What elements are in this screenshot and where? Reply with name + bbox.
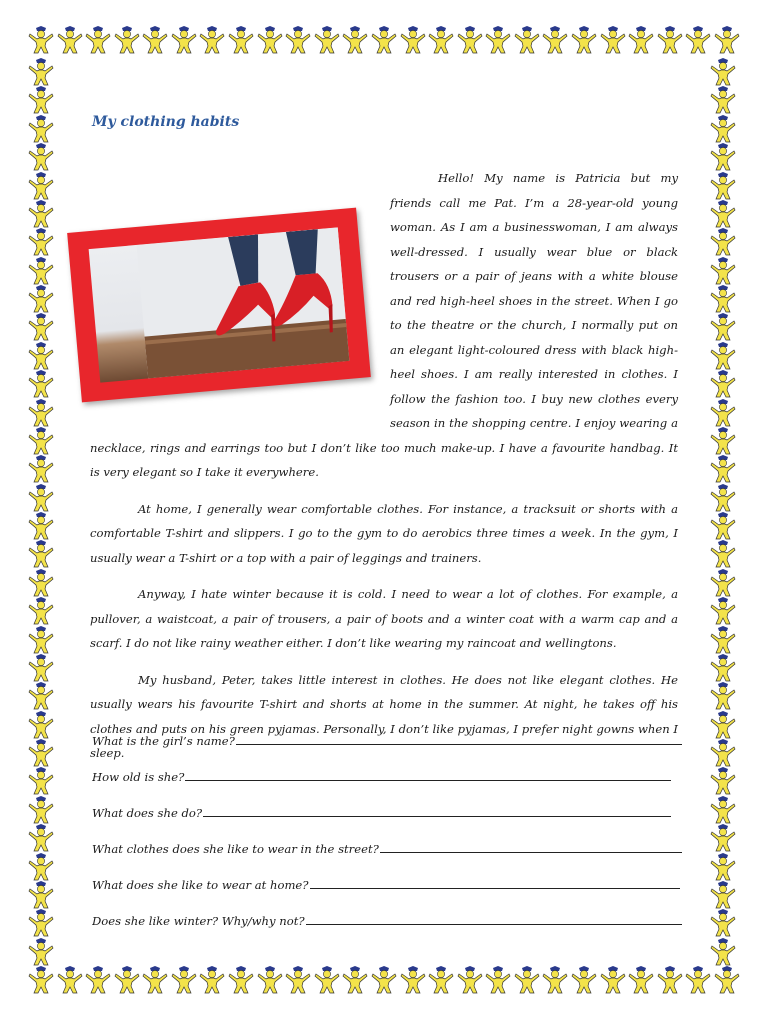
cartoon-figure-icon (710, 484, 740, 512)
cartoon-figure-icon (199, 26, 225, 56)
cartoon-figure-icon (142, 966, 168, 996)
cartoon-figure-icon (28, 58, 58, 86)
border-top (28, 26, 740, 56)
cartoon-figure-icon (28, 796, 58, 824)
cartoon-figure-icon (371, 966, 397, 996)
cartoon-figure-icon (710, 512, 740, 540)
cartoon-figure-icon (28, 881, 58, 909)
cartoon-figure-icon (710, 938, 740, 966)
cartoon-figure-icon (199, 966, 225, 996)
cartoon-figure-icon (571, 26, 597, 56)
cartoon-figure-icon (710, 626, 740, 654)
cartoon-figure-icon (28, 966, 54, 996)
cartoon-figure-icon (710, 824, 740, 852)
cartoon-figure-icon (171, 26, 197, 56)
cartoon-figure-icon (710, 654, 740, 682)
cartoon-figure-icon (28, 654, 58, 682)
cartoon-figure-icon (142, 26, 168, 56)
cartoon-figure-icon (257, 26, 283, 56)
cartoon-figure-icon (710, 115, 740, 143)
cartoon-figure-icon (710, 881, 740, 909)
cartoon-figure-icon (457, 26, 483, 56)
cartoon-figure-icon (571, 966, 597, 996)
cartoon-figure-icon (28, 26, 54, 56)
cartoon-figure-icon (28, 767, 58, 795)
cartoon-figure-icon (428, 26, 454, 56)
question-item: How old is she? (92, 766, 682, 802)
cartoon-figure-icon (28, 938, 58, 966)
shoes-illustration (136, 227, 349, 378)
cartoon-figure-icon (28, 115, 58, 143)
cartoon-figure-icon (28, 711, 58, 739)
cartoon-figure-icon (85, 26, 111, 56)
cartoon-figure-icon (710, 569, 740, 597)
cartoon-figure-icon (28, 484, 58, 512)
cartoon-figure-icon (314, 26, 340, 56)
border-bottom (28, 966, 740, 996)
cartoon-figure-icon (710, 342, 740, 370)
paragraph-1: Hello! My name is Patricia but my friends call me Pat. I’m a 28-year-old young woman. As I am a businesswoman, I am always well-dressed. I usually wear blue or black trousers or a pair of jeans with a white blouse and red high-heel shoes in the street. When I go to the theatre or the church, I normally put on an elegant light-coloured dress with black high-heel shoes. I am really interested in clothes. I follow the fashion too. I buy new clothes every season in the shopping centre. I enjoy wearing a necklace, rings and earrings too but I don’t like too much make-up. I have a favourite handbag. It is very elegant so I take it everywhere. (90, 166, 678, 485)
answer-line[interactable] (236, 730, 682, 745)
cartoon-figure-icon (28, 200, 58, 228)
cartoon-figure-icon (542, 966, 568, 996)
cartoon-figure-icon (228, 966, 254, 996)
cartoon-figure-icon (285, 966, 311, 996)
question-item: What does she like to wear at home? (92, 874, 682, 910)
cartoon-figure-icon (28, 824, 58, 852)
cartoon-figure-icon (710, 909, 740, 937)
cartoon-figure-icon (657, 26, 683, 56)
cartoon-figure-icon (710, 200, 740, 228)
cartoon-figure-icon (400, 966, 426, 996)
question-list (92, 730, 682, 946)
cartoon-figure-icon (28, 739, 58, 767)
cartoon-figure-icon (657, 966, 683, 996)
cartoon-figure-icon (85, 966, 111, 996)
red-high-heel-shoes-photo (67, 208, 371, 403)
cartoon-figure-icon (685, 966, 711, 996)
cartoon-figure-icon (710, 285, 740, 313)
paragraph-3: Anyway, I hate winter because it is cold. I need to wear a lot of clothes. For example, a pullover, a waistcoat, a pair of trousers, a pair of boots and a winter coat with a warm cap and a scarf. I do not like rainy weather either. I don’t like wearing my raincoat and wellingtons. (90, 587, 678, 650)
cartoon-figure-icon (400, 26, 426, 56)
question-item: What clothes does she like to wear in the street? (92, 838, 682, 874)
cartoon-figure-icon (457, 966, 483, 996)
border-left (28, 58, 58, 966)
cartoon-figure-icon (710, 682, 740, 710)
cartoon-figure-icon (342, 26, 368, 56)
cartoon-figure-icon (28, 626, 58, 654)
cartoon-figure-icon (371, 26, 397, 56)
cartoon-figure-icon (600, 966, 626, 996)
cartoon-figure-icon (28, 228, 58, 256)
cartoon-figure-icon (710, 86, 740, 114)
cartoon-figure-icon (314, 966, 340, 996)
cartoon-figure-icon (710, 427, 740, 455)
cartoon-figure-icon (710, 739, 740, 767)
cartoon-figure-icon (710, 597, 740, 625)
answer-line[interactable] (185, 766, 671, 781)
cartoon-figure-icon (685, 26, 711, 56)
cartoon-figure-icon (28, 455, 58, 483)
cartoon-figure-icon (710, 796, 740, 824)
cartoon-figure-icon (57, 966, 83, 996)
article-body (90, 166, 678, 778)
cartoon-figure-icon (514, 26, 540, 56)
cartoon-figure-icon (600, 26, 626, 56)
cartoon-figure-icon (28, 86, 58, 114)
cartoon-figure-icon (710, 172, 740, 200)
cartoon-figure-icon (710, 143, 740, 171)
cartoon-figure-icon (710, 58, 740, 86)
cartoon-figure-icon (28, 342, 58, 370)
answer-line[interactable] (306, 910, 682, 925)
cartoon-figure-icon (28, 370, 58, 398)
answer-line[interactable] (203, 802, 671, 817)
cartoon-figure-icon (171, 966, 197, 996)
cartoon-figure-icon (628, 26, 654, 56)
cartoon-figure-icon (710, 455, 740, 483)
paragraph-4: My husband, Peter, takes little interest in clothes. He does not like elegant clothes. He usually wears his favourite T-shirt and shorts at home in the summer. At night, he takes off his clothes and puts on his green pyjamas. Personally, I don’t like pyjamas, I prefer night gowns when I sleep. (90, 672, 678, 760)
cartoon-figure-icon (342, 966, 368, 996)
question-item: Does she like winter? Why/why not? (92, 910, 682, 946)
cartoon-figure-icon (257, 966, 283, 996)
paragraph-2: At home, I generally wear comfortable clothes. For instance, a tracksuit or shorts with a comfortable T-shirt and slippers. I go to the gym to do aerobics three times a week. In the gym, I usually wear a T-shirt or a top with a pair of leggings and trainers. (90, 501, 678, 565)
cartoon-figure-icon (28, 512, 58, 540)
cartoon-figure-icon (485, 966, 511, 996)
cartoon-figure-icon (710, 711, 740, 739)
cartoon-figure-icon (28, 285, 58, 313)
cartoon-figure-icon (28, 569, 58, 597)
cartoon-figure-icon (710, 767, 740, 795)
border-right (710, 58, 740, 966)
cartoon-figure-icon (28, 399, 58, 427)
cartoon-figure-icon (714, 26, 740, 56)
cartoon-figure-icon (710, 853, 740, 881)
cartoon-figure-icon (28, 540, 58, 568)
cartoon-figure-icon (28, 172, 58, 200)
cartoon-figure-icon (114, 26, 140, 56)
shoes-photo-frame (68, 206, 380, 412)
cartoon-figure-icon (28, 597, 58, 625)
cartoon-figure-icon (710, 370, 740, 398)
cartoon-figure-icon (28, 682, 58, 710)
cartoon-figure-icon (710, 399, 740, 427)
cartoon-figure-icon (710, 313, 740, 341)
cartoon-figure-icon (28, 313, 58, 341)
cartoon-figure-icon (28, 143, 58, 171)
cartoon-figure-icon (57, 26, 83, 56)
cartoon-figure-icon (710, 228, 740, 256)
cartoon-figure-icon (628, 966, 654, 996)
cartoon-figure-icon (114, 966, 140, 996)
cartoon-figure-icon (28, 257, 58, 285)
cartoon-figure-icon (485, 26, 511, 56)
cartoon-figure-icon (428, 966, 454, 996)
cartoon-figure-icon (542, 26, 568, 56)
cartoon-figure-icon (28, 853, 58, 881)
question-item: What does she do? (92, 802, 682, 838)
cartoon-figure-icon (710, 257, 740, 285)
cartoon-figure-icon (228, 26, 254, 56)
cartoon-figure-icon (710, 540, 740, 568)
page-title: My clothing habits (92, 114, 240, 130)
cartoon-figure-icon (714, 966, 740, 996)
cartoon-figure-icon (285, 26, 311, 56)
cartoon-figure-icon (28, 909, 58, 937)
question-item: What is the girl’s name? (92, 730, 682, 766)
answer-line[interactable] (310, 874, 680, 889)
cartoon-figure-icon (514, 966, 540, 996)
cartoon-figure-icon (28, 427, 58, 455)
answer-line[interactable] (380, 838, 682, 853)
